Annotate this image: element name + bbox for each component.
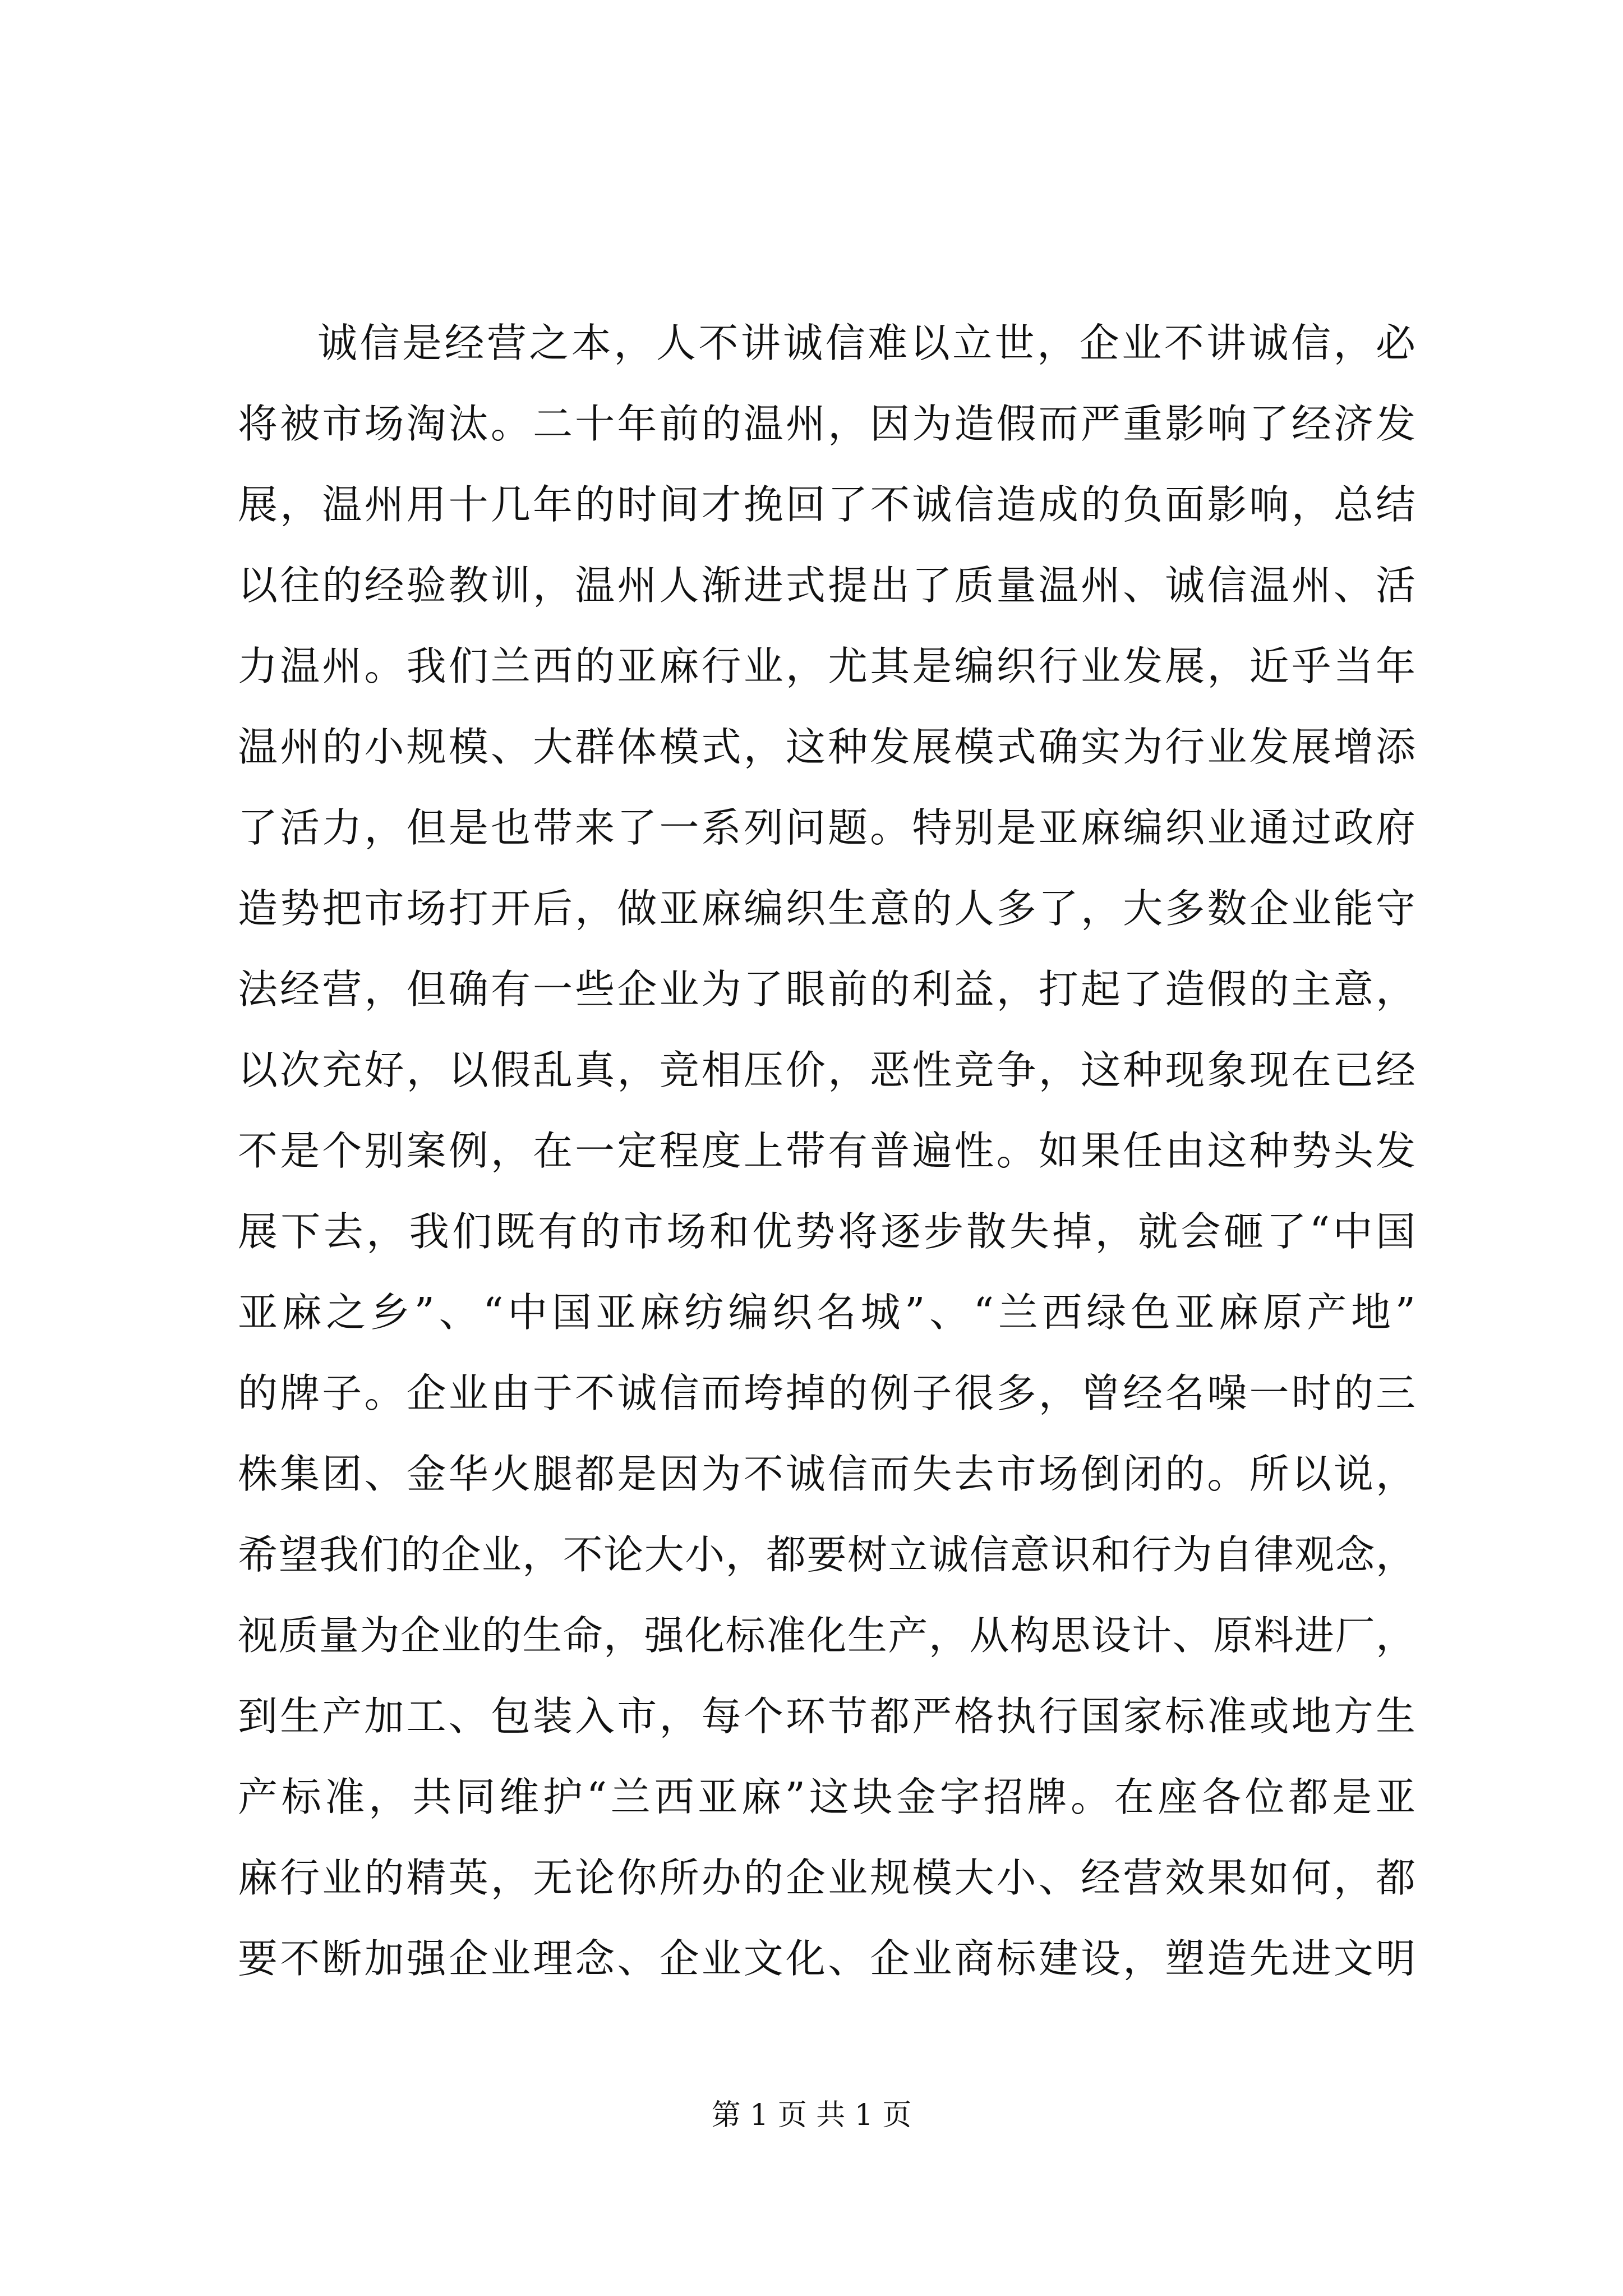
text-line: 以往的经验教训，温州人渐进式提出了质量温州、诚信温州、活	[238, 562, 1415, 609]
text-line: 力温州。我们兰西的亚麻行业，尤其是编织行业发展，近乎当年	[238, 643, 1415, 689]
text-line: 法经营，但确有一些企业为了眼前的利益，打起了造假的主意，	[238, 966, 1415, 1013]
page-footer: 第 1 页 共 1 页	[711, 2099, 912, 2132]
text-line: 到生产加工、包装入市，每个环节都严格执行国家标准或地方生	[238, 1693, 1415, 1740]
text-line: 以次充好，以假乱真，竞相压价，恶性竞争，这种现象现在已经	[238, 1047, 1415, 1093]
text-line: 温州的小规模、大群体模式，这种发展模式确实为行业发展增添	[238, 724, 1415, 770]
text-line: 的牌子。企业由于不诚信而垮掉的例子很多，曾经名噪一时的三	[238, 1370, 1415, 1416]
text-line: 产标准，共同维护“兰西亚麻”这块金字招牌。在座各位都是亚	[238, 1774, 1415, 1820]
text-line: 将被市场淘汰。二十年前的温州，因为造假而严重影响了经济发	[238, 401, 1415, 447]
text-line: 造势把市场打开后，做亚麻编织生意的人多了，大多数企业能守	[238, 885, 1415, 932]
text-line: 麻行业的精英，无论你所办的企业规模大小、经营效果如何，都	[238, 1855, 1415, 1901]
text-line: 要不断加强企业理念、企业文化、企业商标建设，塑造先进文明	[238, 1935, 1415, 1982]
text-line: 亚麻之乡”、“中国亚麻纺编织名城”、“兰西绿色亚麻原产地”	[238, 1289, 1415, 1336]
text-line: 诚信是经营之本，人不讲诚信难以立世，企业不讲诚信，必	[317, 320, 1415, 366]
text-line: 株集团、金华火腿都是因为不诚信而失去市场倒闭的。所以说，	[238, 1451, 1415, 1497]
body-paragraph	[238, 303, 1415, 1999]
text-line: 视质量为企业的生命，强化标准化生产，从构思设计、原料进厂，	[238, 1612, 1415, 1659]
text-line: 展，温州用十几年的时间才挽回了不诚信造成的负面影响，总结	[238, 481, 1415, 528]
text-line: 不是个别案例，在一定程度上带有普遍性。如果任由这种势头发	[238, 1128, 1415, 1174]
text-line: 希望我们的企业，不论大小，都要树立诚信意识和行为自律观念，	[238, 1531, 1415, 1578]
text-line: 展下去，我们既有的市场和优势将逐步散失掉，就会砸了“中国	[238, 1208, 1415, 1255]
text-line: 了活力，但是也带来了一系列问题。特别是亚麻编织业通过政府	[238, 804, 1415, 851]
